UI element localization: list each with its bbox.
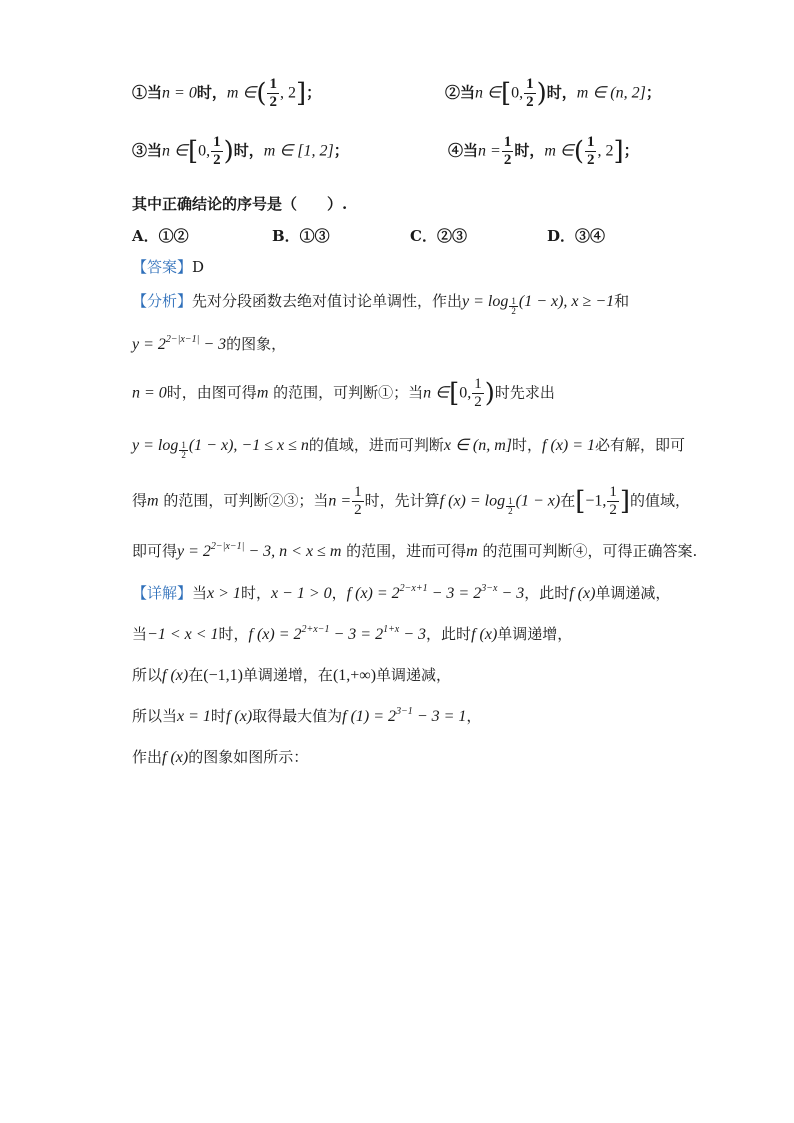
detail-text: 时， bbox=[240, 584, 271, 602]
statement-3-text: 时， bbox=[233, 141, 264, 160]
statement-3-label: ③当 bbox=[132, 141, 163, 160]
interval-start: 0, bbox=[198, 142, 211, 160]
exponent: 2+x−1 bbox=[301, 624, 330, 635]
detail-line-1 bbox=[132, 582, 670, 603]
detail-text: 时， bbox=[218, 625, 249, 643]
semicolon: ； bbox=[623, 141, 639, 160]
detail-text: ，此时 bbox=[524, 584, 570, 602]
statement-3-set: m ∈ [1, 2] bbox=[263, 142, 334, 160]
statement-1: ①当n = 0时，m ∈( $\frac{1}{2}$ , 2]； bbox=[132, 76, 322, 110]
statement-1-set: m ∈ bbox=[226, 84, 257, 102]
analysis-text: 的值域，进而可判断 bbox=[308, 436, 444, 454]
analysis-text: 在 bbox=[560, 491, 576, 510]
variable-m: m bbox=[147, 492, 159, 510]
statement-4-tail: , 2 bbox=[597, 142, 614, 160]
exponent: 3−1 bbox=[396, 706, 413, 717]
detail-text: 取得最大值为 bbox=[252, 707, 343, 725]
analysis-line-6 bbox=[132, 540, 697, 561]
statement-2-set: m ∈ (n, 2] bbox=[576, 84, 646, 102]
detail-text: 的图象如图所示： bbox=[188, 748, 309, 766]
exponent: 1+x bbox=[383, 624, 400, 635]
statement-4: ④当n = $\frac{1}{2}$ 时，m ∈( $\frac{1}{2}$ , 2]； bbox=[448, 134, 639, 168]
detail-line-3 bbox=[132, 664, 451, 685]
formula: − 3 bbox=[399, 626, 427, 643]
analysis-tag: 【分析】 bbox=[132, 292, 193, 310]
statement-4-condition: n = bbox=[478, 142, 501, 160]
variable-m: m bbox=[466, 543, 478, 560]
detail-text: ， bbox=[331, 584, 347, 602]
statement-2-text: 时， bbox=[546, 83, 577, 102]
detail-line-2 bbox=[132, 623, 572, 644]
analysis-line-4 bbox=[132, 434, 685, 460]
detail-line-4 bbox=[132, 705, 481, 726]
formula: x − 1 > 0 bbox=[270, 585, 332, 602]
analysis-text: 的范围可判断④，可得正确答案. bbox=[477, 542, 698, 560]
detail-text: 单调递增， bbox=[497, 625, 573, 643]
log-base: $\frac{1}{2}$ bbox=[508, 495, 513, 516]
formula: f (x) bbox=[162, 667, 189, 684]
variable-m: m bbox=[256, 384, 269, 402]
exponent: 2−x+1 bbox=[399, 583, 428, 594]
detail-text: 在 bbox=[188, 666, 204, 684]
semicolon: ； bbox=[306, 83, 322, 102]
formula: y = log bbox=[462, 293, 509, 310]
formula: − 3 = 2 bbox=[427, 585, 482, 602]
analysis-text: 时，由图可得 bbox=[166, 383, 257, 402]
detail-line-5 bbox=[132, 746, 308, 767]
detail-text: 当 bbox=[192, 584, 208, 602]
formula: y = log bbox=[132, 437, 179, 454]
fraction: $\frac{1}{2}$ bbox=[269, 76, 277, 110]
statement-4-text: 时， bbox=[514, 141, 545, 160]
detail-text: 作出 bbox=[132, 748, 163, 766]
fraction: $\frac{1}{2}$ bbox=[354, 484, 362, 518]
analysis-text: 先对分段函数去绝对值讨论单调性，作出 bbox=[192, 292, 463, 310]
statement-3-condition: n ∈ bbox=[162, 142, 188, 160]
answer-line bbox=[132, 256, 204, 277]
statement-4-set: m ∈ bbox=[544, 142, 574, 160]
formula: n = bbox=[328, 492, 352, 510]
detail-text: 当 bbox=[132, 625, 148, 643]
formula: − 3 bbox=[199, 336, 227, 353]
exponent: 2−|x−1| bbox=[165, 334, 200, 345]
analysis-text: 即可得 bbox=[132, 542, 178, 560]
analysis-text: 的值域， bbox=[630, 491, 691, 510]
analysis-text: 的范围，进而可得 bbox=[341, 542, 467, 560]
statement-4-label: ④当 bbox=[448, 141, 479, 160]
formula: x > 1 bbox=[207, 585, 241, 602]
semicolon: ； bbox=[333, 141, 349, 160]
formula: −1 < x < 1 bbox=[147, 626, 219, 643]
formula: x = 1 bbox=[177, 708, 211, 725]
detail-text: ，此时 bbox=[426, 625, 472, 643]
statement-2-label: ②当 bbox=[445, 83, 476, 102]
analysis-text: 和 bbox=[614, 292, 630, 310]
detail-text: 所以 bbox=[132, 666, 163, 684]
choice-b: B．①③ bbox=[272, 227, 330, 245]
choice-c: C．②③ bbox=[410, 227, 467, 245]
formula: f (1) = 2 bbox=[342, 708, 397, 725]
formula: x ∈ (n, m] bbox=[443, 437, 513, 454]
question-prompt: 其中正确结论的序号是（ ）. bbox=[132, 195, 348, 213]
answer-value: D bbox=[192, 258, 205, 276]
formula: f (x) = 2 bbox=[248, 626, 302, 643]
detail-tag: 【详解】 bbox=[132, 584, 193, 602]
statement-2-condition: n ∈ bbox=[475, 84, 501, 102]
fraction: $\frac{1}{2}$ bbox=[526, 76, 534, 110]
analysis-line-2 bbox=[132, 333, 286, 354]
interval-start: −1, bbox=[585, 492, 607, 510]
formula: n ∈ bbox=[423, 384, 450, 402]
answer-tag: 【答案】 bbox=[132, 258, 193, 276]
analysis-text: 时， bbox=[512, 436, 543, 454]
analysis-text: 的范围，可判断②③；当 bbox=[158, 491, 329, 510]
statement-1-tail: , 2 bbox=[279, 84, 296, 102]
formula: − 3 = 2 bbox=[329, 626, 384, 643]
formula: (1 − x), −1 ≤ x ≤ n bbox=[188, 437, 309, 454]
formula: (−1,1) bbox=[203, 667, 243, 684]
formula: f (x) = log bbox=[439, 492, 506, 510]
formula: f (x) = 2 bbox=[346, 585, 400, 602]
interval-start: 0, bbox=[511, 84, 524, 102]
detail-text: 单调递减， bbox=[595, 584, 671, 602]
fraction: $\frac{1}{2}$ bbox=[586, 134, 595, 168]
statement-3: ③当n ∈[0, $\frac{1}{2}$ )时，m ∈ [1, 2]； bbox=[132, 134, 349, 168]
exponent: 3−x bbox=[481, 583, 498, 594]
formula: y = 2 bbox=[132, 336, 166, 353]
analysis-text: 必有解，即可 bbox=[595, 436, 686, 454]
fraction: $\frac{1}{2}$ bbox=[503, 134, 512, 168]
detail-text: 单调递减， bbox=[376, 666, 452, 684]
analysis-text: 的图象， bbox=[226, 335, 287, 353]
analysis-line-1 bbox=[132, 290, 629, 316]
choice-a: A．①② bbox=[132, 227, 189, 245]
formula: n = 0 bbox=[132, 384, 167, 402]
statement-1-text: 时， bbox=[196, 83, 227, 102]
analysis-text: 的范围，可判断①；当 bbox=[268, 383, 424, 402]
formula: (1,+∞) bbox=[332, 667, 377, 684]
fraction: $\frac{1}{2}$ bbox=[609, 484, 617, 518]
formula: − 3 bbox=[497, 585, 525, 602]
fraction: $\frac{1}{2}$ bbox=[474, 376, 482, 410]
detail-text: ， bbox=[466, 707, 482, 725]
statement-1-condition: n = 0 bbox=[162, 84, 197, 102]
choice-d: D．③④ bbox=[547, 227, 606, 245]
formula: f (x) bbox=[162, 749, 189, 766]
analysis-line-3: n = 0时，由图可得m 的范围，可判断①；当n ∈[0, $\frac{1}{2}$ )时先求出 bbox=[132, 376, 555, 410]
fraction: $\frac{1}{2}$ bbox=[213, 134, 221, 168]
formula: (1 − x), x ≥ −1 bbox=[518, 293, 615, 310]
analysis-line-5: 得m 的范围，可判断②③；当n = $\frac{1}{2}$ 时，先计算f (x) = log $\frac{1}{2}$ (1 − x)在[−1, $\frac{1}{2}$ ]的值域， bbox=[132, 484, 691, 518]
formula: f (x) bbox=[225, 708, 253, 725]
semicolon: ； bbox=[645, 83, 661, 102]
formula: f (x) = 1 bbox=[542, 437, 596, 454]
statement-2: ②当n ∈[0, $\frac{1}{2}$ )时，m ∈ (n, 2]； bbox=[445, 76, 661, 110]
exponent: 2−|x−1| bbox=[210, 541, 245, 552]
analysis-text: 得 bbox=[132, 491, 148, 510]
detail-text: 所以当 bbox=[132, 707, 178, 725]
analysis-text: 时，先计算 bbox=[364, 491, 440, 510]
formula: y = 2 bbox=[177, 543, 211, 560]
interval-start: 0, bbox=[459, 384, 472, 402]
log-base: $\frac{1}{2}$ bbox=[181, 440, 186, 460]
log-base: $\frac{1}{2}$ bbox=[511, 296, 516, 316]
formula: f (x) bbox=[471, 626, 498, 643]
formula: f (x) bbox=[569, 585, 596, 602]
formula: − 3, n < x ≤ m bbox=[244, 543, 342, 560]
detail-text: 时 bbox=[210, 707, 226, 725]
formula: − 3 = 1 bbox=[412, 708, 467, 725]
formula: (1 − x) bbox=[515, 492, 561, 510]
detail-text: 单调递增，在 bbox=[242, 666, 333, 684]
statement-1-label: ①当 bbox=[132, 83, 163, 102]
analysis-text: 时先求出 bbox=[494, 383, 555, 402]
